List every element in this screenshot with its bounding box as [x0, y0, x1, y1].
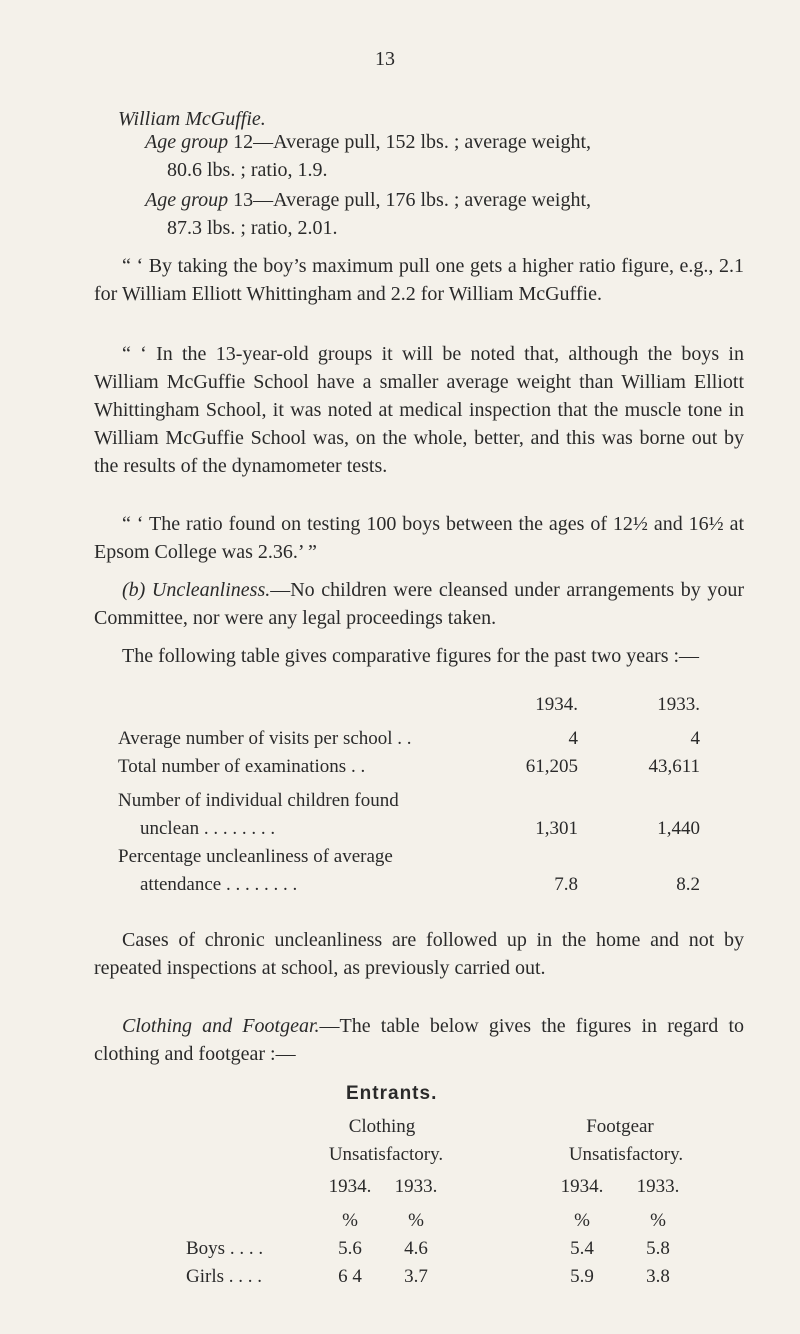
year-header: 1933. — [636, 1176, 680, 1197]
column-header-1933: 1933. — [657, 694, 700, 715]
row-label-girls: Girls . . . . — [186, 1266, 262, 1287]
uncleanliness-table — [118, 694, 718, 894]
age-group-label: Age group — [145, 131, 229, 153]
row-label-boys: Boys . . . . — [186, 1238, 264, 1259]
year-header: 1934. — [328, 1176, 372, 1197]
age-group-continuation: 87.3 lbs. ; ratio, 2.01. — [167, 217, 338, 239]
row-label: Total number of examinations . . — [118, 756, 366, 777]
paragraph-max-pull: “ ‘ By taking the boy’s maximum pull one gets a higher ratio figure, e.g., 2.1 for William Elliott Whittingham and 2.2 for William McGuffie. — [94, 255, 744, 305]
paragraph-epsom-ratio: “ ‘ The ratio found on testing 100 boys between the ages of 12½ and 16½ at Epsom College was 2.36.’ ” — [94, 513, 744, 563]
paragraph-uncleanliness: (b) Uncleanliness.—No children were cleansed under arrangements by your Committee, nor were any legal proceedings taken. — [94, 579, 744, 629]
age-group-text: 13—Average pull, 176 lbs. ; average weight, — [228, 189, 592, 211]
age-group-12-entry — [145, 128, 745, 184]
value-cell: 5.9 — [570, 1266, 594, 1287]
page-number: 13 — [375, 48, 395, 70]
value-1933: 4 — [690, 728, 700, 749]
value-cell: 5.6 — [338, 1238, 362, 1259]
row-label: Average number of visits per school . . — [118, 728, 412, 749]
table-row — [118, 818, 718, 846]
row-label: Percentage uncleanliness of average — [118, 846, 393, 867]
value-1934: 1,301 — [535, 818, 578, 839]
paragraph-chronic-cases: Cases of chronic uncleanliness are followed up in the home and not by repeated inspections at school, as previously carried out. — [94, 929, 744, 979]
paragraph-13-year-old: “ ‘ In the 13-year-old groups it will be noted that, although the boys in William McGuffie School have a smaller average weight than William Elliott Whittingham School, it was noted at medical inspection that the muscle tone in William McGuffie School was, on the whole, better, and this was borne out by the results of the dynamometer tests. — [94, 343, 744, 477]
row-label: Number of individual children found — [118, 790, 399, 811]
value-1934: 7.8 — [554, 874, 578, 895]
unit-label: % — [408, 1210, 424, 1231]
year-header: 1934. — [560, 1176, 604, 1197]
table-row — [118, 846, 718, 874]
group-header-footgear: Footgear — [586, 1116, 654, 1137]
value-cell: 6 4 — [338, 1266, 362, 1287]
table-row — [118, 728, 718, 756]
value-1934: 4 — [568, 728, 578, 749]
value-cell: 4.6 — [404, 1238, 428, 1259]
column-header-1934: 1934. — [535, 694, 578, 715]
group-subheader-footgear: Unsatisfactory. — [568, 1144, 684, 1165]
value-1934: 61,205 — [525, 756, 578, 777]
group-header-clothing: Clothing — [348, 1116, 416, 1137]
age-group-continuation: 80.6 lbs. ; ratio, 1.9. — [167, 159, 328, 181]
row-label-continued: attendance . . . . . . . . — [140, 874, 298, 895]
row-label-continued: unclean . . . . . . . . — [140, 818, 276, 839]
table-title: Entrants. — [346, 1083, 438, 1104]
age-group-13-entry — [145, 186, 745, 242]
value-cell: 5.8 — [646, 1238, 670, 1259]
value-1933: 8.2 — [676, 874, 700, 895]
table-row — [118, 874, 718, 902]
unit-label: % — [342, 1210, 358, 1231]
value-1933: 1,440 — [657, 818, 700, 839]
unit-label: % — [574, 1210, 590, 1231]
group-subheader-clothing: Unsatisfactory. — [328, 1144, 444, 1165]
paragraph-clothing-footgear: Clothing and Footgear.—The table below gives the figures in regard to clothing and footgear :— — [94, 1015, 744, 1065]
clothing-heading: Clothing and Footgear. — [122, 1015, 320, 1037]
table-row — [118, 790, 718, 818]
value-cell: 3.7 — [404, 1266, 428, 1287]
age-group-label: Age group — [145, 189, 229, 211]
year-header: 1933. — [394, 1176, 438, 1197]
value-cell: 3.8 — [646, 1266, 670, 1287]
uncleanliness-heading: (b) Uncleanliness. — [122, 579, 271, 601]
table-header-row — [118, 694, 718, 722]
paragraph-table-intro: The following table gives comparative figures for the past two years :— — [122, 645, 700, 667]
age-group-text: 12—Average pull, 152 lbs. ; average weight, — [228, 131, 592, 153]
table-row — [118, 756, 718, 784]
section-author-heading: William McGuffie. — [118, 108, 266, 130]
value-cell: 5.4 — [570, 1238, 594, 1259]
value-1933: 43,611 — [648, 756, 700, 777]
unit-label: % — [650, 1210, 666, 1231]
